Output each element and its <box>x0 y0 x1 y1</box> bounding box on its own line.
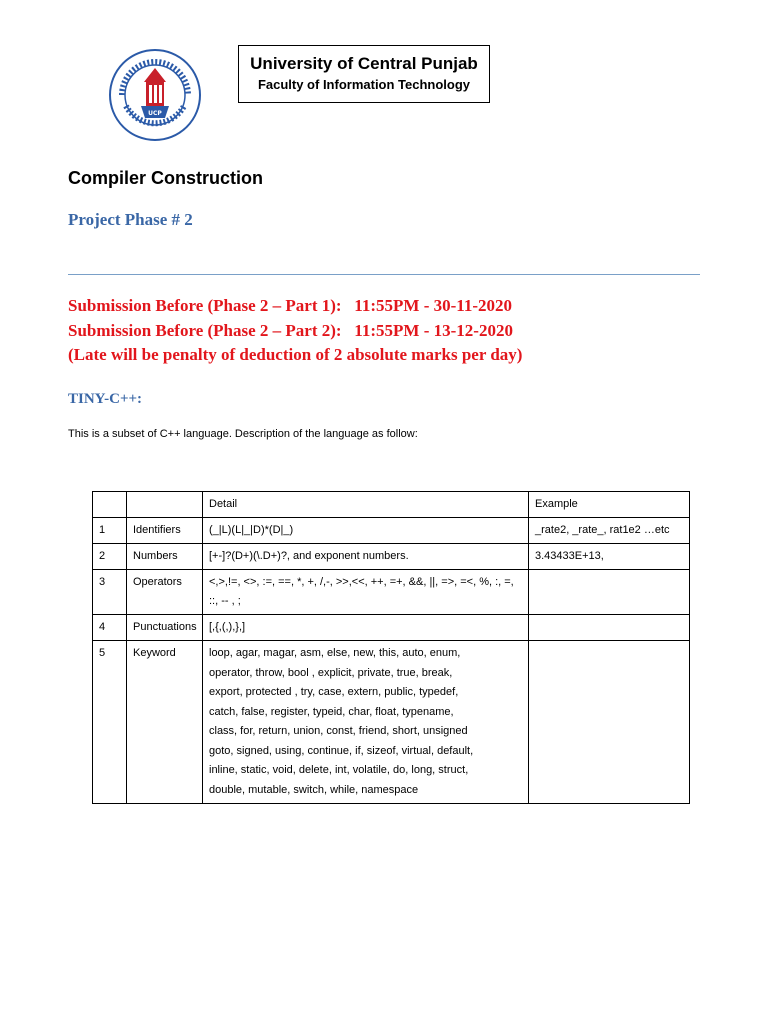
row-detail: [+-]?(D+)(\.D+)?, and exponent numbers. <box>203 544 529 570</box>
header-cell-detail: Detail <box>203 492 529 518</box>
svg-text:UCP: UCP <box>148 110 162 117</box>
row-name: Identifiers <box>127 518 203 544</box>
table-row <box>93 544 690 570</box>
row-name: Keyword <box>127 641 203 804</box>
table-header-row <box>93 492 690 518</box>
row-num: 2 <box>93 544 127 570</box>
row-detail: (_|L)(L|_|D)*(D|_) <box>203 518 529 544</box>
keyword-line: loop, agar, magar, asm, else, new, this, auto, enum, <box>209 647 461 659</box>
late-penalty-note: (Late will be penalty of deduction of 2 absolute marks per day) <box>68 345 523 364</box>
row-example: _rate2, _rate_, rat1e2 …etc <box>529 518 690 544</box>
row-name: Operators <box>127 570 203 615</box>
row-num: 5 <box>93 641 127 804</box>
faculty-name: Faculty of Information Technology <box>257 77 471 92</box>
deadlines-block <box>68 294 522 368</box>
language-description: This is a subset of C++ language. Description of the language as follow: <box>68 428 418 440</box>
row-example <box>529 615 690 641</box>
row-name: Numbers <box>127 544 203 570</box>
row-num: 3 <box>93 570 127 615</box>
row-num: 4 <box>93 615 127 641</box>
table-row <box>93 615 690 641</box>
keyword-line: catch, false, register, typeid, char, float, typename, <box>209 705 454 718</box>
university-name: University of Central Punjab <box>250 54 478 73</box>
row-example <box>529 570 690 615</box>
header-box <box>238 45 490 103</box>
row-num: 1 <box>93 518 127 544</box>
row-example: 3.43433E+13, <box>529 544 690 570</box>
row-name: Punctuations <box>127 615 203 641</box>
table-row <box>93 570 690 615</box>
divider <box>68 274 700 275</box>
university-logo <box>108 48 202 142</box>
keyword-line: operator, throw, bool , explicit, private, true, break, <box>209 666 453 679</box>
keyword-line: class, for, return, union, const, friend, short, unsigned <box>209 725 468 737</box>
keyword-line: inline, static, void, delete, int, volatile, do, long, struct, <box>209 764 469 776</box>
row-detail: [,{,(,),},] <box>203 615 529 641</box>
language-table <box>92 491 690 804</box>
phase-title: Project Phase # 2 <box>68 210 193 229</box>
table-row <box>93 641 690 804</box>
header-cell-name <box>127 492 203 518</box>
keyword-line: double, mutable, switch, while, namespace <box>209 783 419 796</box>
table-row <box>93 518 690 544</box>
keyword-line: export, protected , try, case, extern, public, typedef, <box>209 686 459 698</box>
deadline-part-2: Submission Before (Phase 2 – Part 2): 11:55PM - 13-12-2020 <box>68 320 513 340</box>
keyword-line: goto, signed, using, continue, if, sizeof, virtual, default, <box>209 744 474 757</box>
row-detail: <,>,!=, <>, :=, ==, *, +, /,-, >>,<<, ++, =+, &&, ||, =>, =<, %, :, =, ::, -- , ; <box>203 570 529 615</box>
header-cell-example: Example <box>529 492 690 518</box>
language-heading: TINY-C++: <box>68 391 143 407</box>
header-cell-num <box>93 492 127 518</box>
deadline-part-1: Submission Before (Phase 2 – Part 1): 11:55PM - 30-11-2020 <box>68 296 513 315</box>
keyword-list <box>203 641 529 804</box>
row-example <box>529 641 690 804</box>
course-title: Compiler Construction <box>68 168 264 188</box>
